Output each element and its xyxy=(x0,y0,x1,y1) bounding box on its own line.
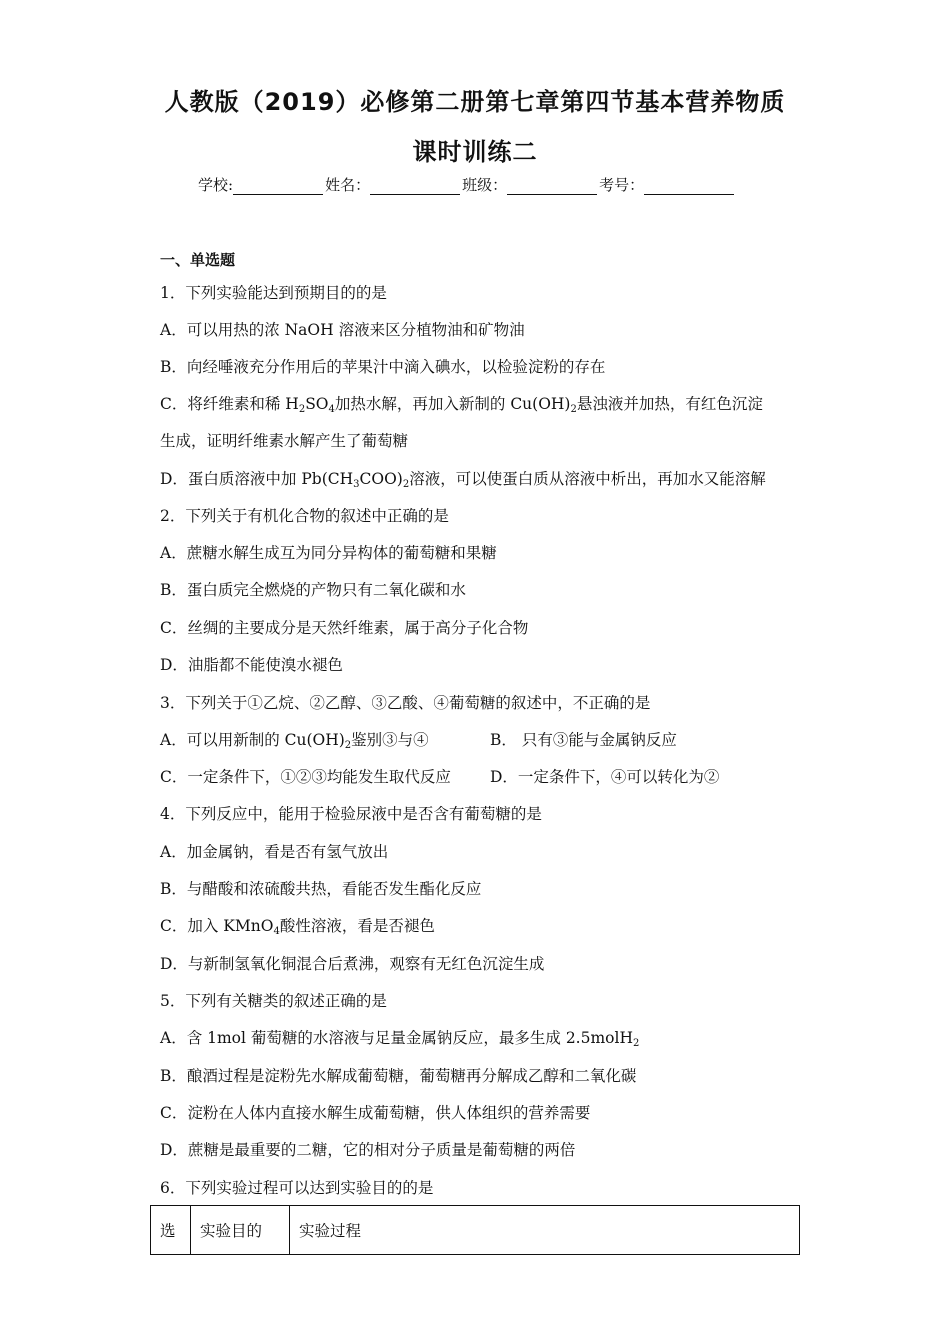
table-header-option: 选 xyxy=(151,1206,191,1254)
exam-number-label: 考号： xyxy=(599,176,645,194)
page-title: 人教版（2019）必修第二册第七章第四节基本营养物质 xyxy=(164,88,786,116)
question-1-option-c-cont: 生成，证明纤维素水解产生了葡萄糖 xyxy=(160,432,409,450)
question-1-option-d: D．蛋白质溶液中加 $Pb(CH_3COO)_2$溶液，可以使蛋白质从溶液中析出，再加水又能溶解 xyxy=(160,470,766,490)
student-info-line xyxy=(198,174,736,195)
class-label: 班级： xyxy=(462,176,508,194)
question-2-option-a: A．蔗糖水解生成互为同分异构体的葡萄糖和果糖 xyxy=(160,544,497,562)
table-header-procedure: 实验过程 xyxy=(299,1222,362,1240)
question-3-option-c: C．一定条件下，①②③均能发生取代反应 xyxy=(160,768,451,786)
question-5-option-d: D．蔗糖是最重要的二糖，它的相对分子质量是葡萄糖的两倍 xyxy=(160,1141,576,1159)
question-1-option-b: B．向经唾液充分作用后的苹果汁中滴入碘水，以检验淀粉的存在 xyxy=(160,358,606,376)
question-1-stem: 1．下列实验能达到预期目的的是 xyxy=(160,284,387,302)
question-5-option-c: C．淀粉在人体内直接水解生成葡萄糖，供人体组织的营养需要 xyxy=(160,1104,591,1122)
name-blank[interactable] xyxy=(370,176,460,195)
exam-number-blank[interactable] xyxy=(644,176,734,195)
question-5-option-b: B．酿酒过程是淀粉先水解成葡萄糖，葡萄糖再分解成乙醇和二氧化碳 xyxy=(160,1067,637,1085)
question-6-table xyxy=(150,1205,800,1255)
question-3-option-b: B． 只有③能与金属钠反应 xyxy=(490,731,677,749)
question-3-option-a: A．可以用新制的 $Cu(OH)_2$鉴别③与④ xyxy=(160,731,429,751)
question-4-option-a: A．加金属钠，看是否有氢气放出 xyxy=(160,843,389,861)
question-5-stem: 5．下列有关糖类的叙述正确的是 xyxy=(160,992,387,1010)
question-3-options-ab xyxy=(160,728,800,751)
school-blank[interactable] xyxy=(233,176,323,195)
question-1-option-c: C．将纤维素和稀 $H_2SO_4$加热水解，再加入新制的 $Cu(OH)_2$悬浊液并加热，有红色沉淀 xyxy=(160,395,763,415)
section-heading: 一、单选题 xyxy=(160,251,236,269)
question-2-option-b: B．蛋白质完全燃烧的产物只有二氧化碳和水 xyxy=(160,581,466,599)
question-3-options-cd xyxy=(160,765,800,787)
question-6-stem: 6．下列实验过程可以达到实验目的的是 xyxy=(160,1179,434,1197)
school-label: 学校: xyxy=(198,176,234,194)
question-2-stem: 2．下列关于有机化合物的叙述中正确的是 xyxy=(160,507,449,525)
question-3-stem: 3．下列关于①乙烷、②乙醇、③乙酸、④葡萄糖的叙述中，不正确的是 xyxy=(160,694,651,712)
question-2-option-d: D．油脂都不能使溴水褪色 xyxy=(160,656,343,674)
question-4-option-c: C．加入 KMnO$_4$酸性溶液，看是否褪色 xyxy=(160,917,435,937)
table-header-purpose: 实验目的 xyxy=(191,1206,290,1254)
question-4-option-b: B．与醋酸和浓硫酸共热，看能否发生酯化反应 xyxy=(160,880,482,898)
question-3-option-d: D．一定条件下，④可以转化为② xyxy=(490,768,720,786)
question-4-stem: 4．下列反应中，能用于检验尿液中是否含有葡萄糖的是 xyxy=(160,805,542,823)
question-4-option-d: D．与新制氢氧化铜混合后煮沸，观察有无红色沉淀生成 xyxy=(160,955,545,973)
name-label: 姓名： xyxy=(325,176,371,194)
page-subtitle: 课时训练二 xyxy=(412,138,538,166)
class-blank[interactable] xyxy=(507,176,597,195)
question-5-option-a: A．含 1mol 葡萄糖的水溶液与足量金属钠反应，最多生成 2.5molH$_2$ xyxy=(160,1029,640,1049)
question-1-option-a: A．可以用热的浓 NaOH 溶液来区分植物油和矿物油 xyxy=(160,321,525,339)
question-2-option-c: C．丝绸的主要成分是天然纤维素，属于高分子化合物 xyxy=(160,619,529,637)
